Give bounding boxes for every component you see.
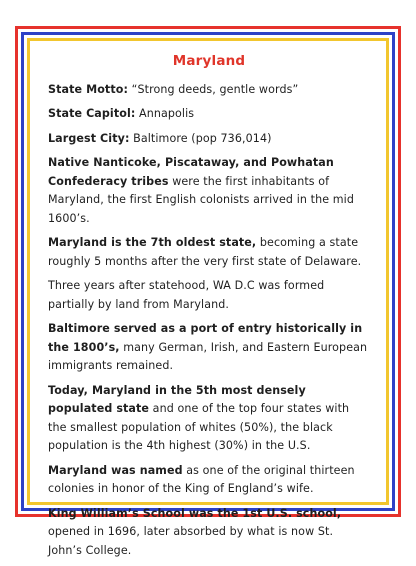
fact-motto [48, 81, 370, 100]
fact-label: State Capitol: [48, 107, 136, 120]
paragraph-baltimore [48, 320, 370, 376]
paragraph-school [48, 505, 370, 561]
fact-largest-city [48, 130, 370, 149]
paragraph-lead: Maryland is the 7th oldest state, [48, 236, 257, 249]
paragraph-body: opened in 1696, later absorbed by what is now St. John’s College. [48, 525, 334, 557]
page-title: Maryland [172, 53, 246, 69]
fact-label: Largest City: [48, 131, 130, 145]
paragraph-lead: Baltimore served as a port of entry historically in the 1800’s, [48, 322, 363, 354]
paragraph-body: Three years after statehood, WA D.C was formed partially by land from Maryland. [48, 279, 325, 311]
fact-value: “Strong deeds, gentle words” [128, 82, 299, 96]
fact-label: State Motto: [48, 82, 128, 96]
paragraph-body: were the first inhabitants of Maryland, the first English colonists arrived in the mid 1600’s. [48, 174, 354, 225]
paragraph-body: as one of the original thirteen colonies in honor of the King of England’s wife. [48, 463, 355, 495]
paragraph-population [48, 382, 370, 456]
paragraph-body: many German, Irish, and Eastern European immigrants remained. [48, 340, 368, 372]
paragraph-body: and one of the top four states with the smallest population of whites (50%), the black population is the 4th highest (30%) in the U.S. [48, 402, 350, 452]
paragraph-oldest-state [48, 234, 370, 271]
paragraph-native-tribes [48, 154, 370, 228]
fact-value: Annapolis [135, 107, 195, 120]
paragraph-body: becoming a state roughly 5 months after the very first state of Delaware. [48, 236, 362, 268]
paragraph-lead: Today, Maryland in the 5th most densely populated state [48, 383, 306, 415]
paragraph-lead: Native Nanticoke, Piscataway, and Powhatan Confederacy tribes [48, 156, 334, 188]
content [48, 52, 370, 566]
paragraph-named [48, 462, 370, 499]
paragraph-lead: Maryland was named [48, 463, 183, 477]
fact-capitol [48, 105, 370, 124]
fact-value: Baltimore (pop 736,014) [129, 131, 272, 145]
paragraph-lead: King William’s School was the 1st U.S. school, [48, 506, 342, 520]
paragraph-dc [48, 277, 370, 314]
